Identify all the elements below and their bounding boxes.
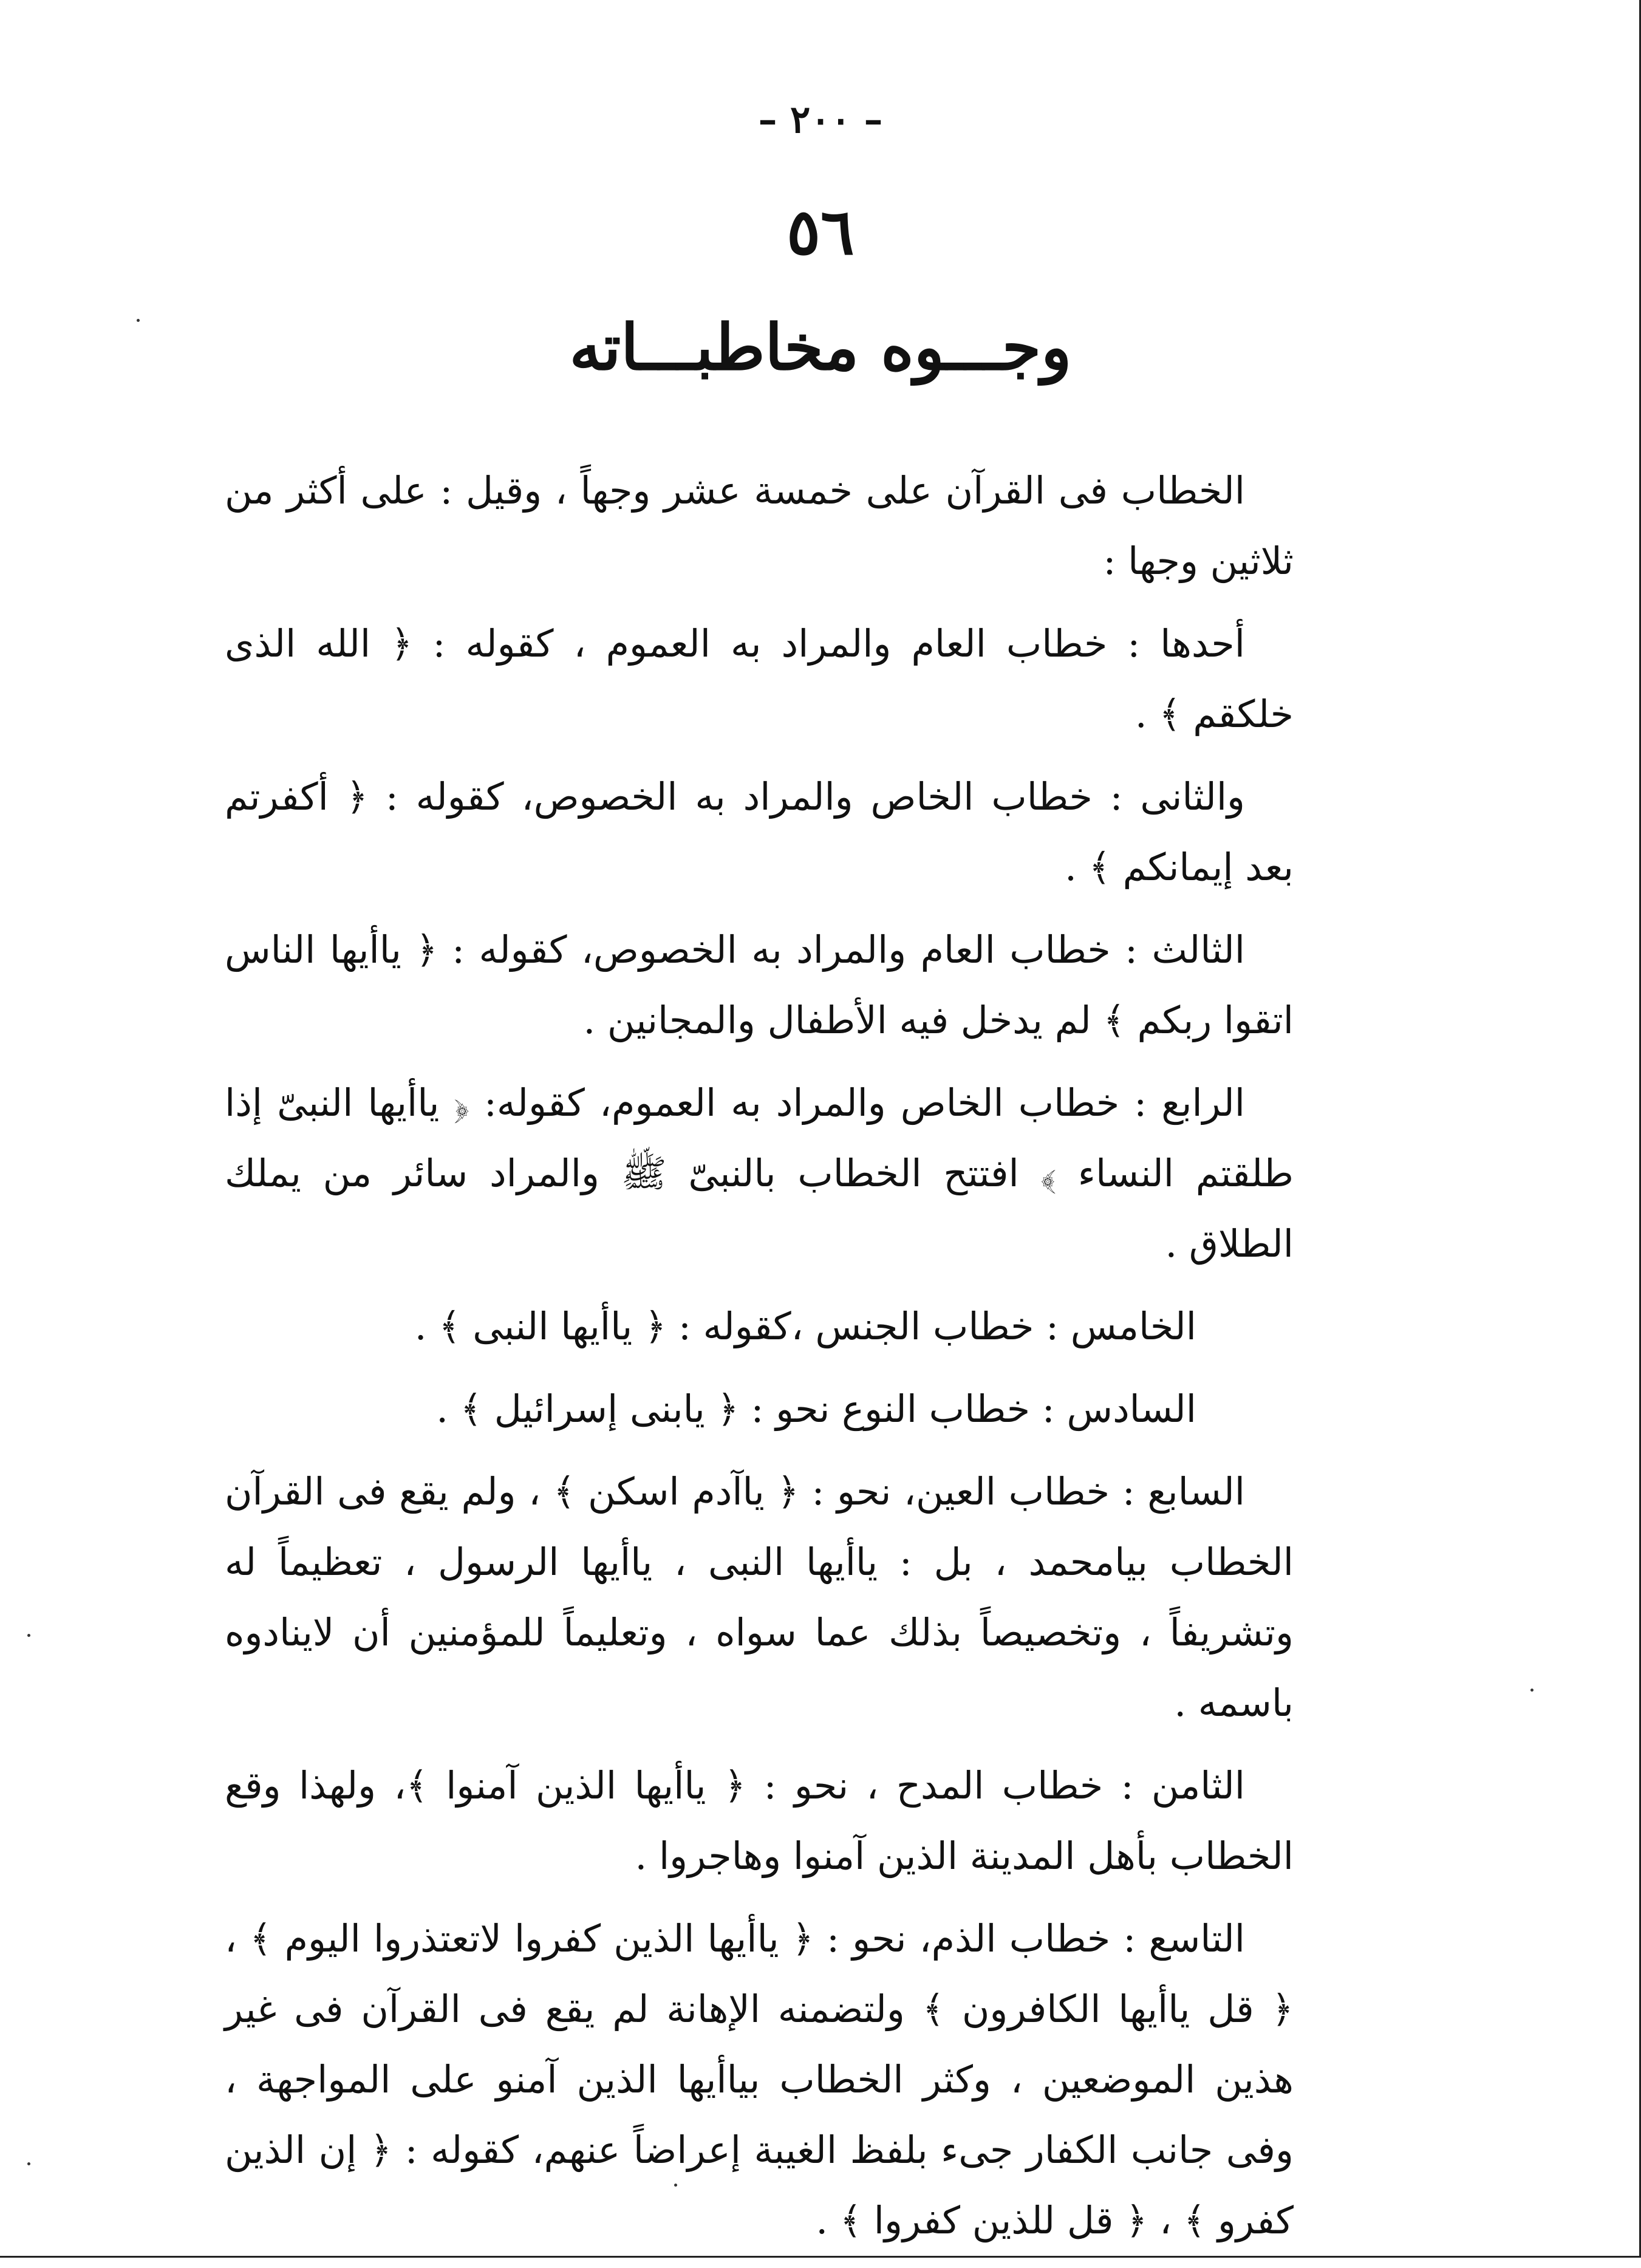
body-text [225,456,1294,2268]
paragraph-eighth: الثامن : خطاب المدح ، نحو : ﴿ ياأيها الذين آمنوا ﴾، ولهذا وقع الخطاب بأهل المدينة الذين آمنوا وهاجروا . [225,1763,1294,1878]
scan-speck [27,1634,30,1637]
paragraph-sixth: السادس : خطاب النوع نحو : ﴿ يابنى إسرائيل ﴾ . [436,1387,1196,1431]
scan-speck [137,319,140,322]
paragraph-second: والثانى : خطاب الخاص والمراد به الخصوص، كقوله : ﴿ أكفرتم بعد إيمانكم ﴾ . [225,774,1294,889]
paragraph-fourth: الرابع : خطاب الخاص والمراد به العموم، كقوله: ﴿ ياأيها النبىّ إذا طلقتم النساء ﴾ افتتح الخطاب بالنبىّ ﷺ والمراد سائر من يملك الطلاق . [225,1081,1294,1266]
scan-speck [1530,1689,1534,1692]
paragraph-ninth: التاسع : خطاب الذم، نحو : ﴿ ياأيها الذين كفروا لاتعتذروا اليوم ﴾ ، ﴿ قل ياأيها الكافرون ﴾ ولتضمنه الإهانة لم يقع فى القرآن فى غير هذين الموضعين ، وكثر الخطاب بياأيها الذين آمنو على المواجهة ، وفى جانب الكفار جىء بلفظ الغيبة إعراضاً عنهم، كقوله : ﴿ إن الذين كفرو ﴾ ، ﴿ قل للذين كفروا ﴾ . [225,1916,1294,2242]
page-number: – ٢٠٠ – [758,97,883,142]
scan-speck [674,2184,677,2187]
scan-speck [27,2162,30,2165]
chapter-number: ٥٦ [786,194,855,269]
paragraph-first: أحدها : خطاب العام والمراد به العموم ، كقوله : ﴿ الله الذى خلكقم ﴾ . [225,621,1294,736]
paragraph-third: الثالث : خطاب العام والمراد به الخصوص، كقوله : ﴿ ياأيها الناس اتقوا ربكم ﴾ لم يدخل فيه الأطفال والمجانين . [225,927,1294,1042]
paragraph-fifth: الخامس : خطاب الجنس ،كقوله : ﴿ ياأيها النبى ﴾ . [414,1304,1196,1348]
paragraph-seventh: السابع : خطاب العين، نحو : ﴿ ياآدم اسكن ﴾ ، ولم يقع فى القرآن الخطاب بيامحمد ، بل : ياأيها النبى ، ياأيها الرسول ، تعظيماً له وتشريفاً ، وتخصيصاً بذلك عما سواه ، وتعليماً للمؤمنين أن لاينادوه باسمه . [225,1469,1294,1725]
chapter-title: وجـــوه مخاطبـــاته [569,310,1072,384]
paragraph-intro: الخطاب فى القرآن على خمسة عشر وجهاً ، وقيل : على أكثر من ثلاثين وجها : [225,468,1294,583]
